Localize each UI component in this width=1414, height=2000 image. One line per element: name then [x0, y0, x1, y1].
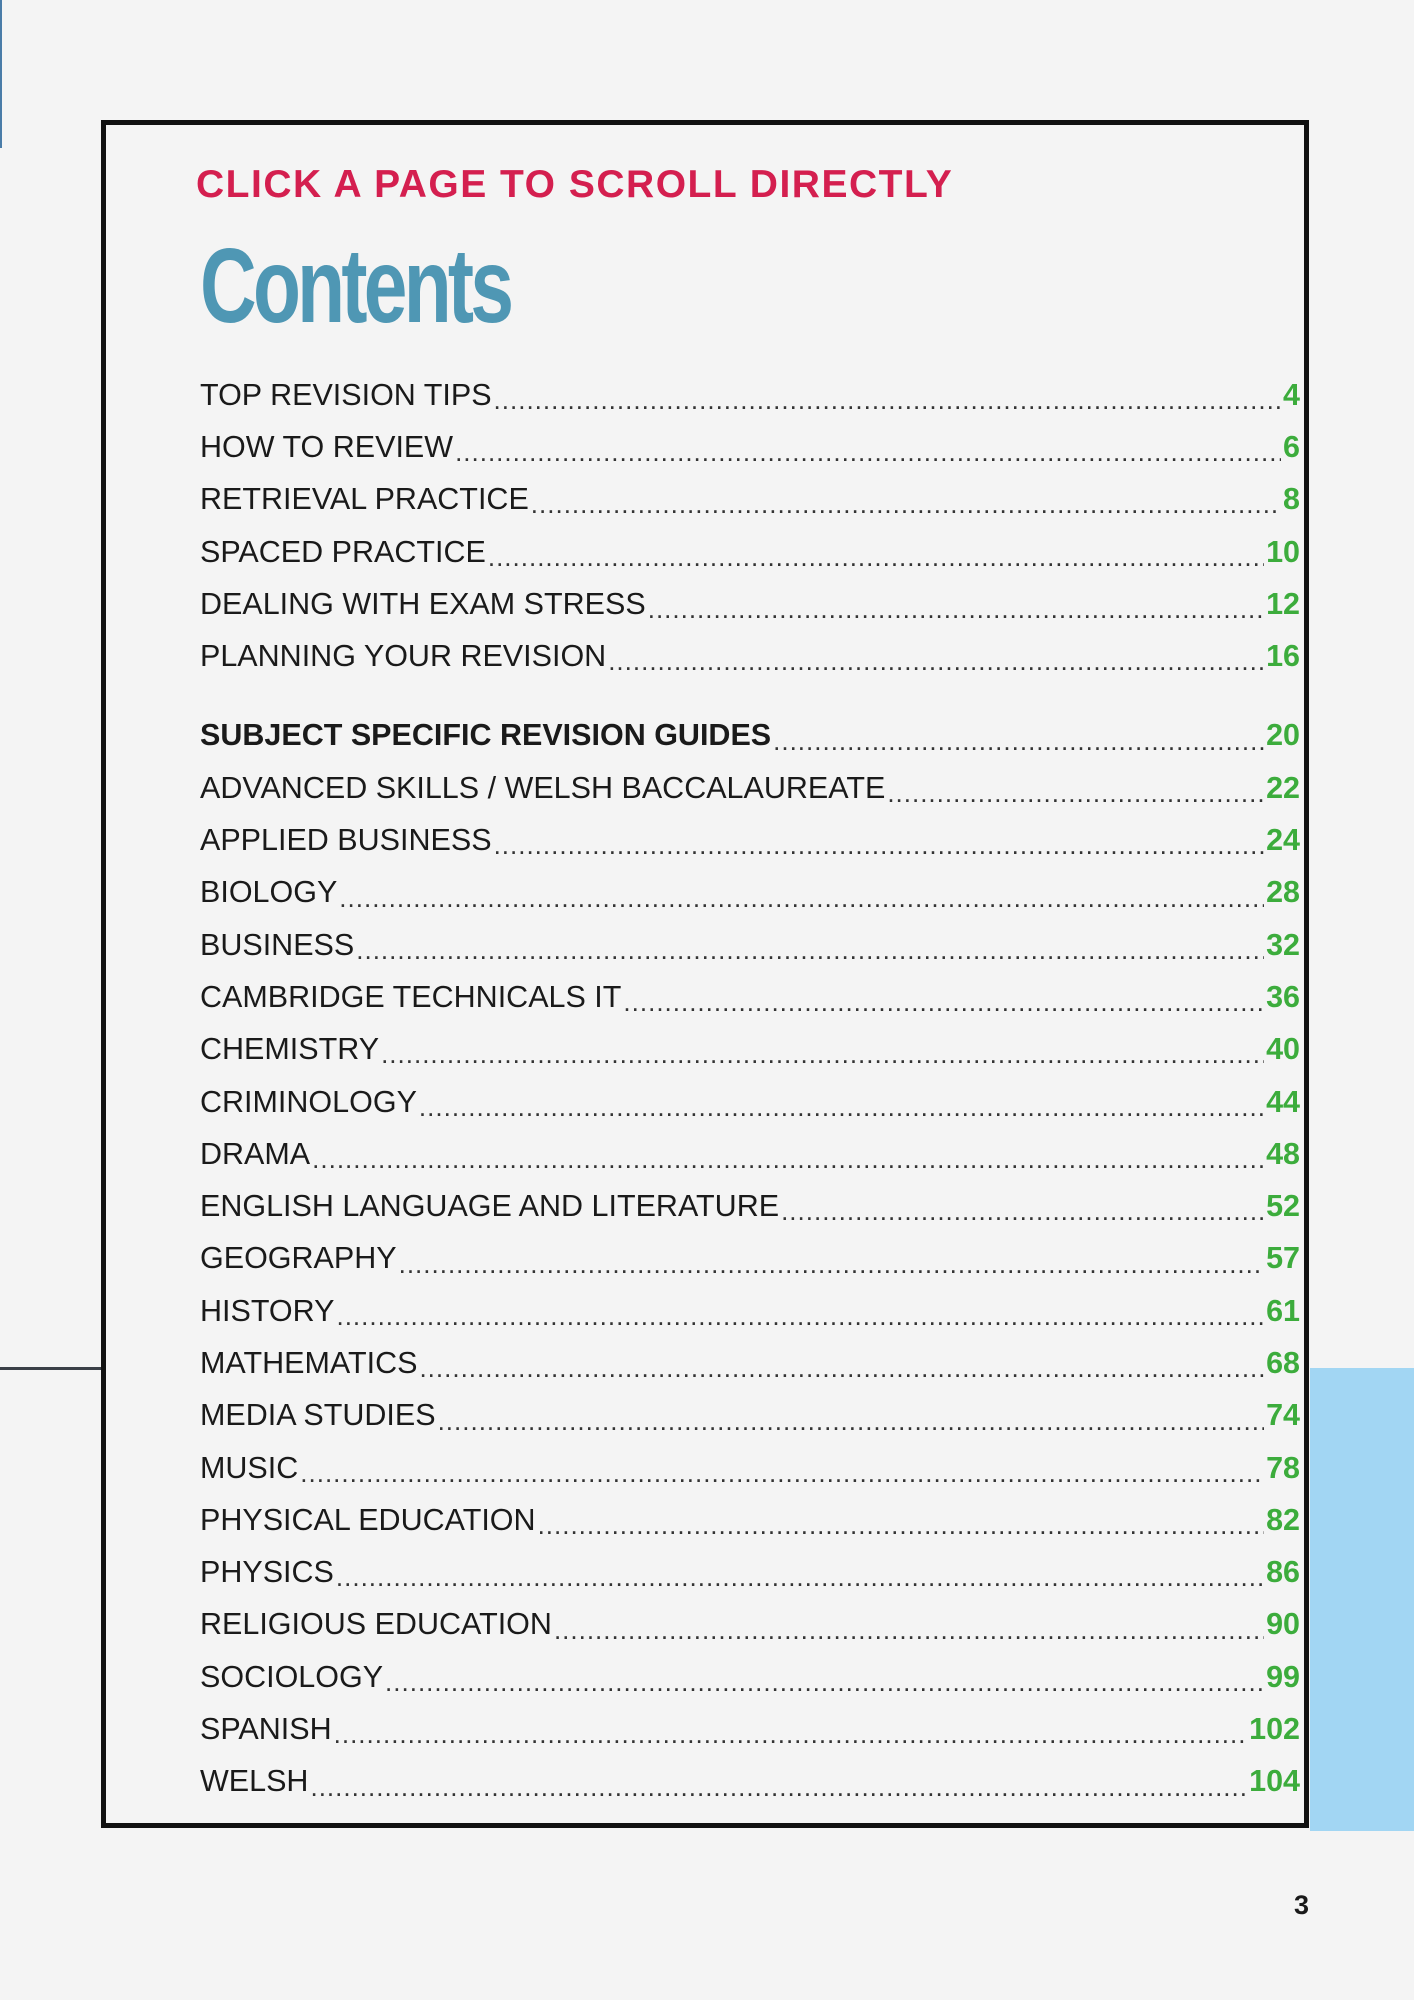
- toc-entry-label: APPLIED BUSINESS: [200, 823, 492, 858]
- toc-entry-geography[interactable]: [200, 1233, 1300, 1285]
- toc-page-link[interactable]: 74: [1266, 1398, 1300, 1433]
- dot-leader: [419, 1352, 1264, 1383]
- toc-entry-spaced-practice[interactable]: [200, 526, 1300, 578]
- toc-entry-chemistry[interactable]: [200, 1024, 1300, 1076]
- dot-leader: [339, 882, 1264, 913]
- toc-entry-retrieval-practice[interactable]: [200, 474, 1300, 526]
- decorative-blue-block: [1310, 1368, 1414, 1831]
- dot-leader: [334, 1718, 1247, 1749]
- toc-page-link[interactable]: 8: [1283, 482, 1300, 517]
- toc-page-link[interactable]: 86: [1266, 1555, 1300, 1590]
- toc-page-link[interactable]: 104: [1249, 1764, 1300, 1799]
- dot-leader: [538, 1509, 1265, 1540]
- toc-page-link[interactable]: 68: [1266, 1345, 1300, 1380]
- toc-entry-label: HOW TO REVIEW: [200, 429, 454, 464]
- toc-page-link[interactable]: 99: [1266, 1659, 1300, 1694]
- toc-entry-cambridge-technicals-it[interactable]: [200, 971, 1300, 1023]
- toc-entry-label: MATHEMATICS: [200, 1345, 418, 1380]
- dot-leader: [381, 1038, 1264, 1069]
- toc-page-link[interactable]: 32: [1266, 927, 1300, 962]
- toc-entry-drama[interactable]: [200, 1128, 1300, 1180]
- dot-leader: [310, 1771, 1247, 1802]
- dot-leader: [623, 986, 1264, 1017]
- toc-entry-label: HISTORY: [200, 1293, 335, 1328]
- dot-leader: [781, 1195, 1264, 1226]
- toc-entry-label: BIOLOGY: [200, 875, 338, 910]
- toc-entry-physical-education[interactable]: [200, 1494, 1300, 1546]
- side-divider-rule: [0, 1367, 102, 1370]
- toc-entry-label: MUSIC: [200, 1450, 299, 1485]
- toc-page-link[interactable]: 44: [1266, 1084, 1300, 1119]
- dot-leader: [648, 593, 1264, 624]
- toc-entry-label: GEOGRAPHY: [200, 1241, 397, 1276]
- dot-leader: [336, 1300, 1264, 1331]
- dot-leader: [385, 1666, 1264, 1697]
- dot-leader: [312, 1143, 1264, 1174]
- toc-entry-business[interactable]: [200, 919, 1300, 971]
- dot-leader: [455, 436, 1281, 467]
- toc-entry-biology[interactable]: [200, 867, 1300, 919]
- toc-entry-label: PLANNING YOUR REVISION: [200, 639, 607, 674]
- toc-page-link[interactable]: 16: [1266, 639, 1300, 674]
- toc-entry-label: RETRIEVAL PRACTICE: [200, 482, 529, 517]
- toc-page-link[interactable]: 28: [1266, 875, 1300, 910]
- toc-page-link[interactable]: 78: [1266, 1450, 1300, 1485]
- toc-entry-how-to-review[interactable]: [200, 421, 1300, 473]
- toc-page-link[interactable]: 57: [1266, 1241, 1300, 1276]
- toc-entry-subject-guides[interactable]: [200, 710, 1300, 762]
- toc-entry-label: SOCIOLOGY: [200, 1659, 384, 1694]
- dot-leader: [494, 829, 1265, 860]
- toc-entry-media-studies[interactable]: [200, 1390, 1300, 1442]
- dot-leader: [438, 1405, 1264, 1436]
- page-title: Contents: [200, 227, 511, 345]
- click-instruction: CLICK A PAGE TO SCROLL DIRECTLY: [196, 163, 954, 206]
- dot-leader: [608, 645, 1264, 676]
- toc-entry-label: CAMBRIDGE TECHNICALS IT: [200, 979, 622, 1014]
- dot-leader: [300, 1457, 1264, 1488]
- edge-accent-line: [0, 0, 2, 148]
- toc-entry-criminology[interactable]: [200, 1076, 1300, 1128]
- toc-page-link[interactable]: 20: [1266, 718, 1300, 753]
- toc-page-link[interactable]: 48: [1266, 1136, 1300, 1171]
- toc-entry-label: MEDIA STUDIES: [200, 1398, 436, 1433]
- toc-entry-label: ADVANCED SKILLS / WELSH BACCALAUREATE: [200, 770, 886, 805]
- toc-page-link[interactable]: 6: [1283, 429, 1300, 464]
- toc-entry-label: RELIGIOUS EDUCATION: [200, 1607, 552, 1642]
- contents-frame: [101, 120, 1309, 1828]
- toc-entry-label: CHEMISTRY: [200, 1032, 380, 1067]
- toc-page-link[interactable]: 90: [1266, 1607, 1300, 1642]
- toc-page-link[interactable]: 52: [1266, 1189, 1300, 1224]
- toc-page-link[interactable]: 36: [1266, 979, 1300, 1014]
- dot-leader: [887, 777, 1264, 808]
- toc-entry-exam-stress[interactable]: [200, 578, 1300, 630]
- toc-entry-mathematics[interactable]: [200, 1337, 1300, 1389]
- toc-entry-label: DEALING WITH EXAM STRESS: [200, 586, 646, 621]
- toc-entry-label: PHYSICAL EDUCATION: [200, 1502, 536, 1537]
- toc-entry-label: SPACED PRACTICE: [200, 534, 486, 569]
- toc-entry-label: CRIMINOLOGY: [200, 1084, 417, 1119]
- toc-page-link[interactable]: 22: [1266, 770, 1300, 805]
- toc-page-link[interactable]: 40: [1266, 1032, 1300, 1067]
- toc-entry-label: WELSH: [200, 1764, 309, 1799]
- toc-page-link[interactable]: 102: [1249, 1712, 1300, 1747]
- toc-page-link[interactable]: 12: [1266, 586, 1300, 621]
- toc-entry-welsh[interactable]: [200, 1756, 1300, 1808]
- toc-page-link[interactable]: 10: [1266, 534, 1300, 569]
- toc-page-link[interactable]: 4: [1283, 377, 1300, 412]
- dot-leader: [336, 1561, 1264, 1592]
- toc-entry-history[interactable]: [200, 1285, 1300, 1337]
- toc-entry-planning-revision[interactable]: [200, 630, 1300, 682]
- toc-entry-english[interactable]: [200, 1180, 1300, 1232]
- toc-entry-music[interactable]: [200, 1442, 1300, 1494]
- toc-entry-advanced-skills[interactable]: [200, 762, 1300, 814]
- toc-entry-physics[interactable]: [200, 1547, 1300, 1599]
- dot-leader: [554, 1614, 1264, 1645]
- toc-entry-label: TOP REVISION TIPS: [200, 377, 492, 412]
- toc-section-gap: [200, 683, 1300, 710]
- toc-entry-label: SPANISH: [200, 1712, 332, 1747]
- toc-entry-applied-business[interactable]: [200, 814, 1300, 866]
- toc-entry-label: PHYSICS: [200, 1555, 334, 1590]
- toc-entry-religious-education[interactable]: [200, 1599, 1300, 1651]
- dot-leader: [399, 1248, 1264, 1279]
- table-of-contents: [200, 369, 1300, 1808]
- toc-section-heading: SUBJECT SPECIFIC REVISION GUIDES: [200, 718, 772, 753]
- toc-entry-sociology[interactable]: [200, 1651, 1300, 1703]
- page-number: 3: [1294, 1890, 1310, 1920]
- toc-page-link[interactable]: 61: [1266, 1293, 1300, 1328]
- toc-entry-label: DRAMA: [200, 1136, 311, 1171]
- toc-entry-top-revision-tips[interactable]: [200, 369, 1300, 421]
- dot-leader: [419, 1091, 1264, 1122]
- toc-entry-spanish[interactable]: [200, 1703, 1300, 1755]
- toc-entry-label: ENGLISH LANGUAGE AND LITERATURE: [200, 1189, 780, 1224]
- dot-leader: [773, 725, 1264, 756]
- toc-page-link[interactable]: 24: [1266, 823, 1300, 858]
- toc-entry-label: BUSINESS: [200, 927, 355, 962]
- dot-leader: [488, 541, 1264, 572]
- dot-leader: [356, 934, 1264, 965]
- dot-leader: [494, 384, 1281, 415]
- toc-page-link[interactable]: 82: [1266, 1502, 1300, 1537]
- dot-leader: [531, 488, 1281, 519]
